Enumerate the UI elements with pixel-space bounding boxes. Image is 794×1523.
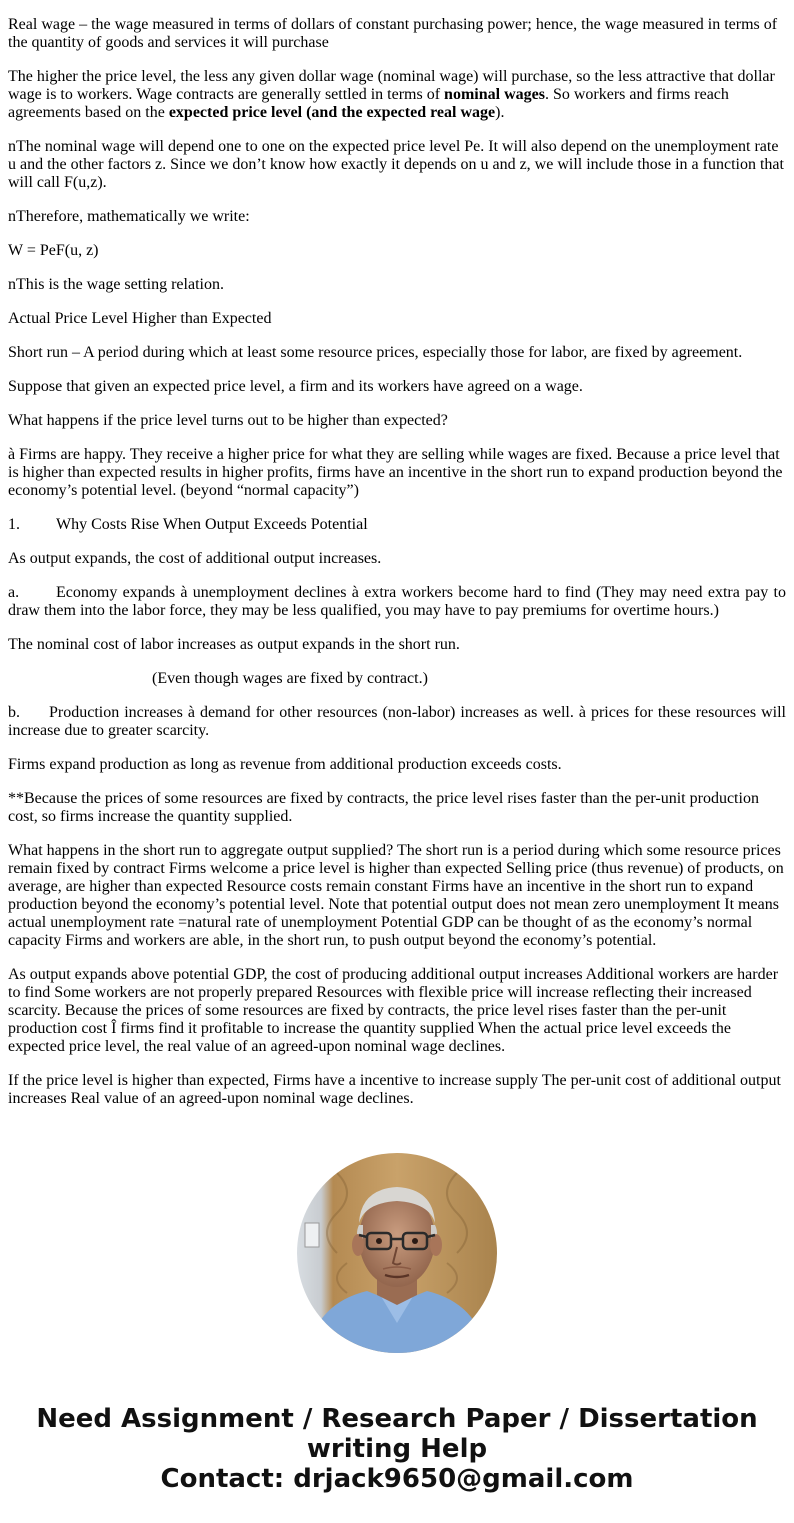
bold-nominal-wages: nominal wages	[444, 86, 545, 103]
paragraph-suppose: Suppose that given an expected price level, a firm and its workers have agreed on a wage.	[8, 378, 583, 395]
paragraph-question: What happens if the price level turns out to be higher than expected?	[8, 412, 448, 429]
paragraph-labor-cost: The nominal cost of labor increases as output expands in the short run.	[8, 636, 460, 653]
paragraph-nominal-wage-dependence: nThe nominal wage will depend one to one on the expected price level Pe. It will also depend on the unemployment rate u and the other factors z. Since we don’t know how exactly it depends on u and z, we will include those in a function that will call F(u,z).	[8, 138, 784, 191]
paragraph-because-prices: **Because the prices of some resources are fixed by contracts, the price level rises faster than the per-unit production cost, so firms increase the quantity supplied.	[8, 790, 759, 825]
list-number: 1.	[8, 516, 20, 533]
wage-equation: W = PeF(u, z)	[8, 242, 99, 259]
footer-contact-email[interactable]: Contact: drjack9650@gmail.com	[160, 1464, 634, 1494]
paragraph-short-run: Short run – A period during which at least some resource prices, especially those for labor, are fixed by agreement.	[8, 344, 743, 361]
bold-expected-price-level: expected price level (and the expected real wage	[168, 104, 496, 121]
paragraph-output-expands: As output expands, the cost of additional output increases.	[8, 550, 382, 567]
list-label-a: a.	[8, 584, 20, 601]
list-item-why-costs-rise: 1. Why Costs Rise When Output Exceeds Potential	[8, 516, 368, 533]
paragraph-wage-setting: nThis is the wage setting relation.	[8, 276, 224, 293]
avatar	[297, 1153, 497, 1353]
paragraph-real-wage: Real wage – the wage measured in terms of dollars of constant purchasing power; hence, the wage measured in terms of the quantity of goods and services it will purchase	[8, 16, 778, 51]
footer-banner	[0, 1404, 794, 1494]
footer-help-text: Need Assignment / Research Paper / Dissertation writing Help	[36, 1404, 758, 1464]
list-item-b: b. Production increases à demand for other resources (non-labor) increases as well. à prices for these resources will increase due to greater scarcity.	[8, 704, 786, 739]
paragraph-firms-expand: Firms expand production as long as revenue from additional production exceeds costs.	[8, 756, 562, 773]
document-body	[8, 16, 786, 1124]
paragraph-short-run-aggregate: What happens in the short run to aggregate output supplied? The short run is a period during which some resource prices remain fixed by contract Firms welcome a price level is higher than expected Selling price (thus revenue) of products, on average, are higher than expected Resource costs remain constant Firms have an incentive in the short run to expand production beyond the economy’s potential level. Note that potential output does not mean zero unemployment It means actual unemployment rate =natural rate of unemployment Potential GDP can be thought of as the economy’s normal capacity Firms and workers are able, in the short run, to push output beyond the economy’s potential.	[8, 842, 784, 949]
author-portrait	[297, 1153, 497, 1353]
paragraph-firms-happy: à Firms are happy. They receive a higher price for what they are selling while wages are fixed. Because a price level that is higher than expected results in higher profits, firms have an incentive in the short run to expand production beyond the economy’s potential level. (beyond “normal capacity”)	[8, 446, 783, 499]
paragraph-nominal-wage: The higher the price level, the less any given dollar wage (nominal wage) will purchase, so the less attractive that dollar wage is to workers. Wage contracts are generally settled in terms of nominal wages. So workers and firms reach agreements based on the expected price level (and the expected real wage).	[8, 68, 775, 121]
paragraph-fixed-contract-note: (Even though wages are fixed by contract.)	[152, 670, 428, 687]
paragraph-summary: If the price level is higher than expected, Firms have a incentive to increase supply The per-unit cost of additional output increases Real value of an agreed-upon nominal wage declines.	[8, 1072, 781, 1107]
section-heading-actual-price: Actual Price Level Higher than Expected	[8, 310, 272, 327]
list-label-b: b.	[8, 704, 20, 721]
paragraph-therefore: nTherefore, mathematically we write:	[8, 208, 250, 225]
paragraph-above-potential: As output expands above potential GDP, the cost of producing additional output increases Additional workers are harder to find Some workers are not properly prepared Resources with flexible price will increase reflecting their increased scarcity. Because the prices of some resources are fixed by contracts, the price level rises faster than the per-unit production cost Î firms find it profitable to increase the quantity supplied When the actual price level exceeds the expected price level, the real value of an agreed-upon nominal wage declines.	[8, 966, 779, 1055]
list-item-a: a. Economy expands à unemployment declines à extra workers become hard to find (They may need extra pay to draw them into the labor force, they may be less qualified, you may have to pay premiums for overtime hours.)	[8, 584, 786, 619]
